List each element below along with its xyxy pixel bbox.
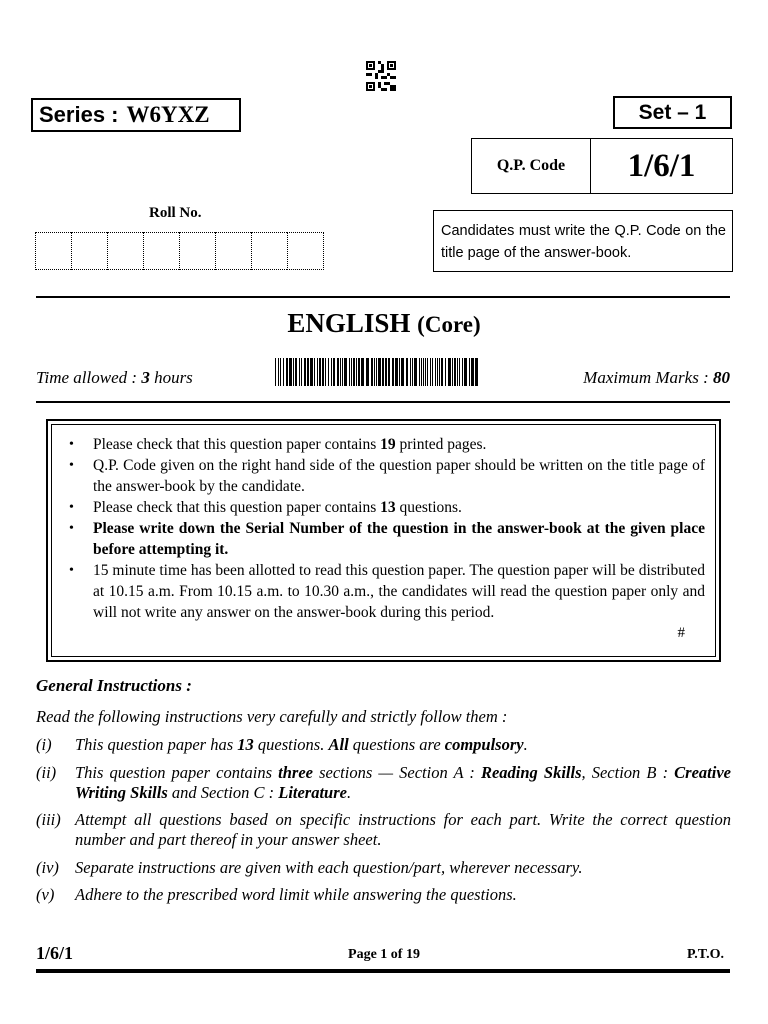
barcode-icon [275, 358, 480, 386]
barcode-bar [283, 358, 284, 386]
roll-cell[interactable] [71, 232, 107, 270]
footer-code: 1/6/1 [36, 943, 74, 963]
notice-frame [46, 419, 721, 662]
barcode-bar [445, 358, 446, 386]
barcode-bar [432, 358, 433, 386]
barcode-bar [361, 358, 364, 386]
barcode-bar [353, 358, 355, 386]
barcode-bar [469, 358, 470, 386]
barcode-bar [452, 358, 453, 386]
barcode-bar [471, 358, 474, 386]
barcode-bar [310, 358, 313, 386]
barcode-bar [278, 358, 279, 386]
barcode-bar [356, 358, 357, 386]
barcode-bar [462, 358, 463, 386]
barcode-bar [337, 358, 339, 386]
barcode-bar [366, 358, 369, 386]
barcode-bar [427, 358, 428, 386]
roll-cell[interactable] [215, 232, 251, 270]
general-instructions-heading: General Instructions : [36, 676, 192, 695]
barcode-bar [275, 358, 276, 386]
barcode-bar [342, 358, 343, 386]
barcode-bar [314, 358, 315, 386]
barcode-bar [435, 358, 436, 386]
time-unit: hours [154, 368, 193, 387]
instruction-item: (v) Adhere to the prescribed word limit while answering the questions. [36, 885, 517, 904]
barcode-bar [399, 358, 400, 386]
barcode-bar [395, 358, 398, 386]
barcode-bar [319, 358, 321, 386]
barcode-bar [307, 358, 309, 386]
barcode-bar [423, 358, 424, 386]
notice-item: • Q.P. Code given on the right hand side of the question paper should be written on the title page of the answer-book by the candidate. [69, 455, 705, 497]
barcode-bar [374, 358, 375, 386]
barcode-bar [410, 358, 411, 386]
barcode-bar [371, 358, 373, 386]
barcode-bar [464, 358, 467, 386]
barcode-bar [322, 358, 324, 386]
instruction-item: (iii) Attempt all questions based on specific instructions for each part. Write the correct question number and part thereof in your answer sheet. [36, 810, 731, 849]
marks-label: Maximum Marks : [583, 368, 709, 387]
instruction-item: (i) This question paper has 13 questions. All questions are compulsory. [36, 735, 528, 754]
roll-number-label: Roll No. [149, 205, 202, 221]
barcode-bar [421, 358, 422, 386]
marks-value: 80 [713, 368, 730, 387]
barcode-bar [412, 358, 413, 386]
barcode-bar [325, 358, 326, 386]
subject-qualifier: (Core) [417, 312, 481, 337]
barcode-bar [459, 358, 460, 386]
barcode-bar [406, 358, 408, 386]
series-box [31, 98, 241, 132]
footer-pto: P.T.O. [687, 947, 724, 962]
barcode-bar [441, 358, 443, 386]
qp-code-label: Q.P. Code [472, 139, 591, 193]
time-label: Time allowed : [36, 368, 138, 387]
barcode-bar [392, 358, 394, 386]
barcode-bar [437, 358, 438, 386]
barcode-bar [295, 358, 297, 386]
qp-code-value: 1/6/1 [627, 147, 696, 184]
barcode-bar [454, 358, 456, 386]
roll-cell[interactable] [143, 232, 179, 270]
roll-cell[interactable] [35, 232, 71, 270]
footer-page-number: Page 1 of 19 [348, 947, 420, 962]
notice-item: • Please write down the Serial Number of the question in the answer-book at the given place before attempting it. [69, 518, 705, 560]
subject-title [0, 308, 768, 339]
divider [36, 296, 730, 298]
general-instructions-intro: Read the following instructions very carefully and strictly follow them : [36, 707, 508, 726]
subject-name: ENGLISH [287, 308, 411, 338]
notice-hash: # [677, 625, 685, 641]
instruction-item: (iv) Separate instructions are given with each question/part, wherever necessary. [36, 857, 583, 877]
series-code: W6YXZ [126, 102, 210, 127]
barcode-bar [280, 358, 281, 386]
barcode-bar [351, 358, 352, 386]
barcode-bar [382, 358, 384, 386]
general-instructions-list [36, 735, 731, 913]
roll-cell[interactable] [287, 232, 324, 270]
maximum-marks [583, 368, 730, 388]
notice-list [69, 434, 705, 623]
barcode-bar [425, 358, 426, 386]
roll-cell[interactable] [107, 232, 143, 270]
barcode-bar [349, 358, 350, 386]
roll-cell[interactable] [179, 232, 215, 270]
barcode-bar [388, 358, 390, 386]
roll-number-cells[interactable] [35, 232, 324, 270]
barcode-bar [448, 358, 451, 386]
barcode-bar [401, 358, 404, 386]
barcode-bar [414, 358, 417, 386]
notice-item: • Please check that this question paper contains 13 questions. [69, 497, 705, 518]
barcode-bar [331, 358, 332, 386]
barcode-bar [333, 358, 335, 386]
barcode-bar [344, 358, 347, 386]
barcode-bar [293, 358, 294, 386]
barcode-bar [358, 358, 360, 386]
barcode-bar [385, 358, 387, 386]
barcode-bar [475, 358, 478, 386]
barcode-bar [286, 358, 288, 386]
roll-cell[interactable] [251, 232, 287, 270]
barcode-bar [317, 358, 318, 386]
notice-item: • Please check that this question paper contains 19 printed pages. [69, 434, 705, 455]
barcode-bar [430, 358, 431, 386]
barcode-bar [299, 358, 300, 386]
barcode-bar [376, 358, 377, 386]
series-label: Series : [39, 102, 119, 127]
time-value: 3 [141, 368, 150, 387]
set-label: Set – 1 [638, 100, 707, 124]
qr-code-icon [366, 61, 396, 91]
instruction-item: (ii) This question paper contains three sections — Section A : Reading Skills, Section B : Creative Writing Skills and Section C : Literature. [36, 762, 731, 802]
candidate-note: Candidates must write the Q.P. Code on the title page of the answer-book. [433, 210, 733, 272]
notice-frame-inner [51, 424, 716, 657]
time-allowed [36, 368, 193, 388]
divider [36, 401, 730, 403]
barcode-bar [301, 358, 302, 386]
barcode-bar [419, 358, 420, 386]
barcode-bar [439, 358, 440, 386]
barcode-bar [457, 358, 458, 386]
qp-code-box [471, 138, 733, 194]
set-box [613, 96, 732, 129]
footer-rule [36, 969, 730, 973]
barcode-bar [378, 358, 381, 386]
barcode-bar [340, 358, 341, 386]
barcode-bar [304, 358, 306, 386]
barcode-bar [328, 358, 329, 386]
barcode-bar [289, 358, 292, 386]
notice-item: • 15 minute time has been allotted to read this question paper. The question paper will be distributed at 10.15 a.m. From 10.15 a.m. to 10.30 a.m., the candidates will read the question paper only and will not write any answer on the answer-book during this period. [69, 560, 705, 623]
